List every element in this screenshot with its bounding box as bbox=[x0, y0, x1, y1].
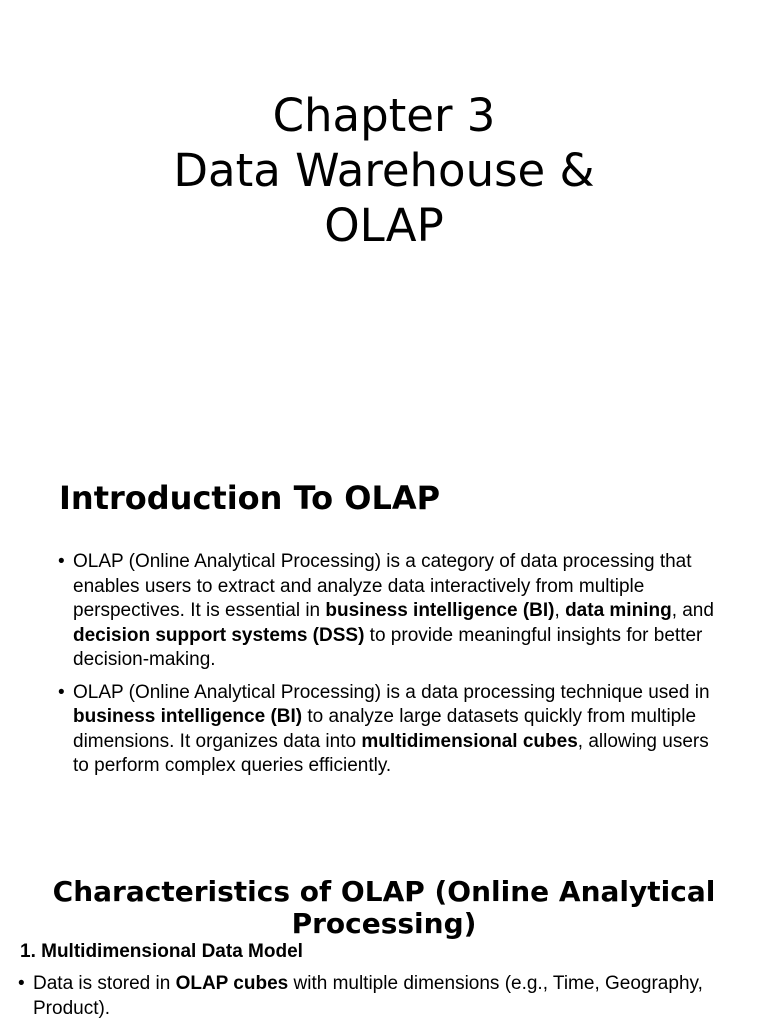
bullet-text: , allowing users to perform complex queries efficiently. bbox=[73, 730, 709, 776]
characteristics-heading-line2: Processing) bbox=[291, 907, 477, 940]
characteristics-bullet-1 bbox=[18, 972, 718, 1021]
title-line-chapter: Chapter 3 bbox=[272, 89, 496, 142]
characteristics-heading-line1: Characteristics of OLAP (Online Analytical bbox=[52, 875, 716, 908]
intro-heading: Introduction To OLAP bbox=[59, 479, 441, 517]
characteristics-heading bbox=[20, 876, 748, 940]
bullet-text: with multiple dimensions (e.g., Time, Geography, Product). bbox=[33, 973, 703, 1019]
bullet-bold-term: multidimensional cubes bbox=[361, 730, 578, 752]
bullet-dot-icon: • bbox=[58, 551, 65, 572]
characteristics-slide bbox=[0, 862, 768, 1024]
title-line-data-warehouse: Data Warehouse & bbox=[173, 144, 595, 197]
bullet-bold-term: data mining bbox=[565, 600, 672, 621]
intro-slide bbox=[0, 448, 768, 838]
bullet-text: to provide meaningful insights for better decision-making. bbox=[73, 624, 703, 670]
bullet-bold-term: OLAP cubes bbox=[175, 973, 289, 994]
bullet-text: to analyze large datasets quickly from multiple dimensions. It organizes data into bbox=[73, 706, 697, 752]
bullet-bold-term: business intelligence (BI) bbox=[325, 600, 555, 621]
bullet-text: OLAP (Online Analytical Processing) is a category of data processing that enables users to extract and analyze data interactively from multiple perspectives. It is essential in bbox=[73, 551, 692, 621]
chapter-title bbox=[0, 88, 768, 253]
characteristics-subheading: 1. Multidimensional Data Model bbox=[20, 941, 303, 962]
title-slide bbox=[0, 0, 768, 448]
intro-bullet-2 bbox=[58, 681, 718, 779]
title-line-olap: OLAP bbox=[324, 199, 444, 252]
bullet-dot-icon: • bbox=[18, 973, 25, 994]
intro-bullet-1 bbox=[58, 550, 718, 673]
bullet-text: OLAP (Online Analytical Processing) is a data processing technique used in bbox=[73, 681, 710, 703]
bullet-text: , bbox=[554, 600, 566, 621]
bullet-text: , and bbox=[671, 600, 714, 621]
bullet-bold-term: business intelligence (BI) bbox=[73, 706, 303, 727]
bullet-text: Data is stored in bbox=[33, 973, 176, 994]
bullet-dot-icon: • bbox=[58, 681, 65, 703]
characteristics-bullet-list bbox=[18, 972, 718, 1021]
bullet-bold-term: decision support systems (DSS) bbox=[73, 624, 365, 646]
intro-bullet-list bbox=[58, 550, 718, 787]
